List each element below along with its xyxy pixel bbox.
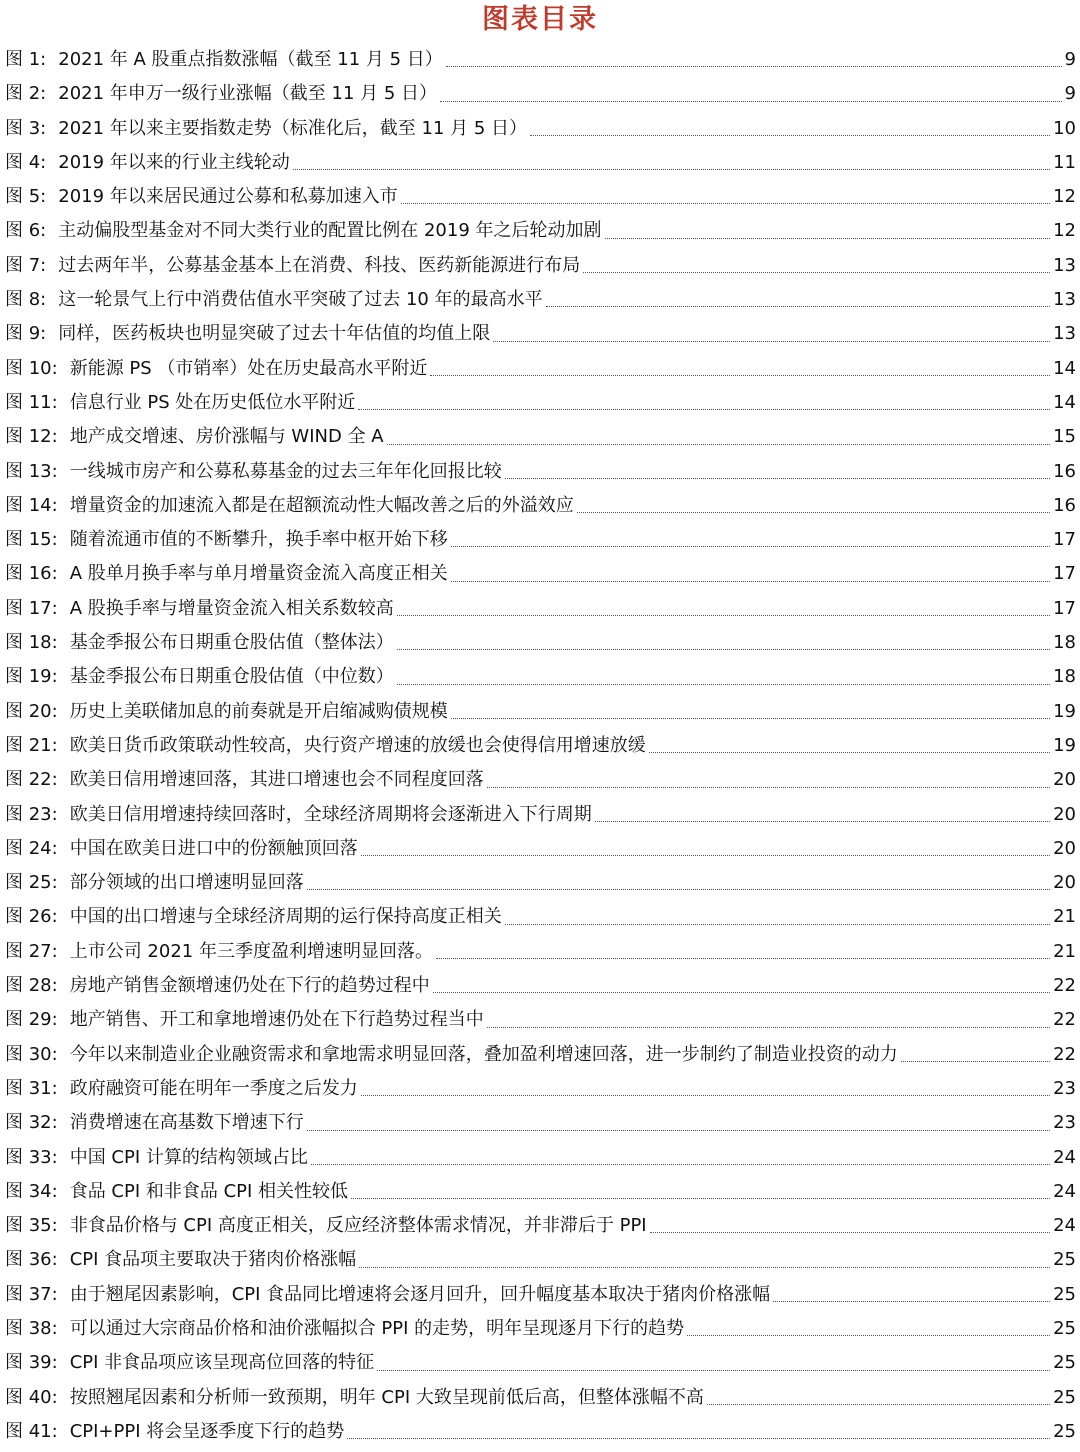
page-number: 21 [1053,940,1076,962]
figure-caption: 上市公司 2021 年三季度盈利增速明显回落。 [69,940,433,962]
page-number: 25 [1053,1386,1076,1408]
toc-entry[interactable] [5,1278,1076,1312]
figure-label: 图 2: [5,83,47,105]
toc-entry[interactable] [5,146,1076,180]
figure-label: 图 23: [5,803,58,825]
figure-label: 图 36: [5,1249,58,1271]
figure-caption: 欧美日信用增速回落，其进口增速也会不同程度回落 [69,769,484,791]
toc-entry[interactable] [5,660,1076,694]
page-number: 23 [1053,1077,1076,1099]
dot-leader [361,1094,1050,1096]
toc-entry[interactable] [5,832,1076,866]
page-number: 20 [1053,803,1076,825]
toc-entry[interactable] [5,352,1076,386]
figure-label: 图 6: [5,220,47,242]
figure-label: 图 19: [5,666,58,688]
page-number: 25 [1053,1249,1076,1271]
figure-label: 图 18: [5,632,58,654]
page-title: 图表目录 [482,4,598,35]
figure-label: 图 1: [5,49,47,70]
figure-caption: 中国的出口增速与全球经济周期的运行保持高度正相关 [69,906,502,928]
figure-label: 图 3: [5,117,47,139]
figure-caption: 非食品价格与 CPI 高度正相关，反应经济整体需求情况，并非滞后于 PPI [69,1215,647,1237]
toc-entry[interactable] [5,489,1076,523]
figure-caption: 基金季报公布日期重仓股估值（中位数） [69,666,394,688]
page-number: 23 [1053,1112,1076,1134]
dot-leader [707,1403,1050,1405]
dot-leader [649,751,1050,753]
page-number: 14 [1053,357,1076,379]
dot-leader [436,957,1050,959]
dot-leader [451,545,1050,547]
toc-entry[interactable] [5,1003,1076,1037]
figure-label: 图 39: [5,1352,58,1374]
figure-caption: 按照翘尾因素和分析师一致预期，明年 CPI 大致呈现前低后高，但整体涨幅不高 [69,1386,704,1408]
dot-leader [440,100,1062,102]
page-number: 19 [1053,700,1076,722]
toc-entry[interactable] [5,763,1076,797]
figure-caption: 欧美日信用增速持续回落时，全球经济周期将会逐渐进入下行周期 [69,803,592,825]
figure-caption: 可以通过大宗商品价格和油价涨幅拟合 PPI 的走势，明年呈现逐月下行的趋势 [69,1317,685,1339]
page-number: 13 [1053,254,1076,276]
page-number: 12 [1053,220,1076,242]
page-number: 22 [1053,1043,1076,1065]
page-number: 13 [1053,289,1076,311]
toc-entry[interactable] [5,626,1076,660]
figure-label: 图 14: [5,494,58,516]
figure-label: 图 12: [5,426,58,448]
dot-leader [397,683,1050,685]
dot-leader [358,408,1050,410]
toc-entry[interactable] [5,695,1076,729]
figure-caption: 今年以来制造业企业融资需求和拿地需求明显回落，叠加盈利增速回落，进一步制约了制造业投资的动力 [69,1043,898,1065]
page-number: 17 [1053,529,1076,551]
page-number: 15 [1053,426,1076,448]
figure-label: 图 20: [5,700,58,722]
figure-label: 图 37: [5,1283,58,1305]
dot-leader [347,1437,1050,1439]
page-number: 25 [1053,1283,1076,1305]
toc-entry[interactable] [5,455,1076,489]
figure-caption: 这一轮景气上行中消费估值水平突破了过去 10 年的最高水平 [58,289,543,311]
figure-label: 图 35: [5,1215,58,1237]
toc-entry[interactable] [5,557,1076,591]
dot-leader [595,820,1050,822]
figure-label: 图 17: [5,597,58,619]
page-number: 24 [1053,1146,1076,1168]
toc-entry[interactable] [5,214,1076,248]
dot-leader [359,1266,1050,1268]
dot-leader [546,305,1050,307]
page-number: 14 [1053,391,1076,413]
toc-entry[interactable] [5,1243,1076,1277]
toc-entry[interactable] [5,1346,1076,1380]
dot-leader [446,65,1062,67]
figure-label: 图 11: [5,391,58,413]
page-number: 9 [1064,83,1076,105]
page-number: 20 [1053,872,1076,894]
page-number: 10 [1053,117,1076,139]
toc-entry[interactable] [5,386,1076,420]
toc-entry[interactable] [5,592,1076,626]
dot-leader [505,923,1050,925]
page-number: 20 [1053,837,1076,859]
toc-entry[interactable] [5,249,1076,283]
figure-label: 图 10: [5,357,58,379]
page-number: 17 [1053,597,1076,619]
figure-caption: 中国 CPI 计算的结构领域占比 [69,1146,308,1168]
figure-caption: 欧美日货币政策联动性较高，央行资产增速的放缓也会使得信用增速放缓 [69,734,646,756]
page-number: 24 [1053,1215,1076,1237]
toc-entry[interactable] [5,900,1076,934]
dot-leader [361,854,1050,856]
figure-caption: A 股换手率与增量资金流入相关系数较高 [69,597,394,619]
page-number: 25 [1053,1420,1076,1442]
page-number: 22 [1053,1009,1076,1031]
page-number: 11 [1053,151,1076,173]
figure-caption: 2019 年以来的行业主线轮动 [58,151,290,173]
toc-entry[interactable] [5,523,1076,557]
toc-entry[interactable] [5,1038,1076,1072]
dot-leader [351,1197,1050,1199]
figure-caption: A 股单月换手率与单月增量资金流入高度正相关 [69,563,448,585]
toc-entry[interactable] [5,1072,1076,1106]
figure-caption: 地产成交增速、房价涨幅与 WIND 全 A [69,426,384,448]
page-number: 13 [1053,323,1076,345]
page-number: 24 [1053,1180,1076,1202]
toc-entry[interactable] [5,1312,1076,1346]
page-number: 20 [1053,769,1076,791]
dot-leader [307,888,1050,890]
figure-label: 图 25: [5,872,58,894]
figure-caption: 2021 年申万一级行业涨幅（截至 11 月 5 日） [58,83,438,105]
figure-caption: 一线城市房产和公募私募基金的过去三年年化回报比较 [69,460,502,482]
figure-label: 图 32: [5,1112,58,1134]
toc-entry[interactable] [5,1381,1076,1415]
figure-label: 图 8: [5,289,47,311]
figure-caption: 基金季报公布日期重仓股估值（整体法） [69,632,394,654]
dot-leader [650,1231,1050,1233]
toc-entry[interactable] [5,1141,1076,1175]
figure-label: 图 22: [5,769,58,791]
dot-leader [530,134,1050,136]
figure-caption: 由于翘尾因素影响，CPI 食品同比增速将会逐月回升，回升幅度基本取决于猪肉价格涨幅 [69,1283,771,1305]
page-number: 12 [1053,186,1076,208]
figure-label: 图 9: [5,323,47,345]
figure-label: 图 28: [5,975,58,997]
toc-entry[interactable] [5,1175,1076,1209]
toc-entry[interactable] [5,43,1076,77]
figure-caption: 历史上美联储加息的前奏就是开启缩减购债规模 [69,700,448,722]
figure-caption: 主动偏股型基金对不同大类行业的配置比例在 2019 年之后轮动加剧 [58,220,602,242]
page-number: 22 [1053,975,1076,997]
dot-leader [397,614,1050,616]
toc-entry[interactable] [5,798,1076,832]
page-number: 9 [1064,49,1076,70]
toc-entry[interactable] [5,283,1076,317]
figure-label: 图 31: [5,1077,58,1099]
figure-label: 图 41: [5,1420,58,1442]
dot-leader [487,1026,1050,1028]
toc-entry[interactable] [5,1106,1076,1140]
figure-table-of-contents [5,43,1076,1449]
dot-leader [377,1369,1050,1371]
figure-label: 图 4: [5,151,47,173]
figure-label: 图 24: [5,837,58,859]
page-number: 25 [1053,1352,1076,1374]
dot-leader [451,717,1050,719]
figure-label: 图 30: [5,1043,58,1065]
figure-caption: 2019 年以来居民通过公募和私募加速入市 [58,186,398,208]
figure-label: 图 13: [5,460,58,482]
dot-leader [401,202,1050,204]
dot-leader [433,991,1050,993]
page-number: 18 [1053,632,1076,654]
dot-leader [687,1334,1050,1336]
toc-entry[interactable] [5,1209,1076,1243]
figure-caption: 2021 年 A 股重点指数涨幅（截至 11 月 5 日） [58,49,443,70]
toc-entry[interactable] [5,729,1076,763]
dot-leader [493,340,1050,342]
toc-entry[interactable] [5,935,1076,969]
figure-label: 图 26: [5,906,58,928]
dot-leader [505,477,1050,479]
figure-caption: 过去两年半，公募基金基本上在消费、科技、医药新能源进行布局 [58,254,581,276]
dot-leader [397,648,1050,650]
figure-caption: 部分领域的出口增速明显回落 [69,872,304,894]
toc-entry[interactable] [5,317,1076,351]
dot-leader [577,511,1050,513]
toc-entry[interactable] [5,420,1076,454]
figure-label: 图 40: [5,1386,58,1408]
toc-entry[interactable] [5,77,1076,111]
page-number: 25 [1053,1317,1076,1339]
figure-label: 图 34: [5,1180,58,1202]
page-number: 17 [1053,563,1076,585]
dot-leader [901,1060,1050,1062]
dot-leader [311,1163,1050,1165]
dot-leader [293,168,1050,170]
figure-caption: 增量资金的加速流入都是在超额流动性大幅改善之后的外溢效应 [69,494,574,516]
toc-entry[interactable] [5,180,1076,214]
figure-caption: 同样，医药板块也明显突破了过去十年估值的均值上限 [58,323,491,345]
dot-leader [773,1300,1050,1302]
figure-label: 图 38: [5,1317,58,1339]
figure-caption: 信息行业 PS 处在历史低位水平附近 [69,391,356,413]
figure-caption: CPI 食品项主要取决于猪肉价格涨幅 [69,1249,357,1271]
page-number: 18 [1053,666,1076,688]
page-number: 16 [1053,460,1076,482]
figure-caption: 地产销售、开工和拿地增速仍处在下行趋势过程当中 [69,1009,484,1031]
dot-leader [605,237,1051,239]
figure-caption: 食品 CPI 和非食品 CPI 相关性较低 [69,1180,349,1202]
dot-leader [451,580,1050,582]
toc-entry[interactable] [5,866,1076,900]
figure-label: 图 7: [5,254,47,276]
figure-caption: 政府融资可能在明年一季度之后发力 [69,1077,358,1099]
toc-entry[interactable] [5,1415,1076,1449]
dot-leader [387,443,1050,445]
figure-caption: 消费增速在高基数下增速下行 [69,1112,304,1134]
dot-leader [430,374,1050,376]
figure-caption: 房地产销售金额增速仍处在下行的趋势过程中 [69,975,430,997]
dot-leader [307,1129,1050,1131]
toc-entry[interactable] [5,112,1076,146]
dot-leader [487,786,1050,788]
figure-caption: CPI 非食品项应该呈现高位回落的特征 [69,1352,375,1374]
figure-label: 图 29: [5,1009,58,1031]
figure-label: 图 5: [5,186,47,208]
page-number: 21 [1053,906,1076,928]
figure-label: 图 27: [5,940,58,962]
toc-entry[interactable] [5,969,1076,1003]
figure-caption: CPI+PPI 将会呈逐季度下行的趋势 [69,1420,345,1442]
figure-label: 图 33: [5,1146,58,1168]
figure-caption: 2021 年以来主要指数走势（标准化后，截至 11 月 5 日） [58,117,528,139]
figure-caption: 新能源 PS （市销率）处在历史最高水平附近 [69,357,428,379]
dot-leader [583,271,1050,273]
figure-label: 图 21: [5,734,58,756]
figure-label: 图 16: [5,563,58,585]
figure-caption: 随着流通市值的不断攀升，换手率中枢开始下移 [69,529,448,551]
figure-label: 图 15: [5,529,58,551]
page-number: 16 [1053,494,1076,516]
page-number: 19 [1053,734,1076,756]
figure-caption: 中国在欧美日进口中的份额触顶回落 [69,837,358,859]
